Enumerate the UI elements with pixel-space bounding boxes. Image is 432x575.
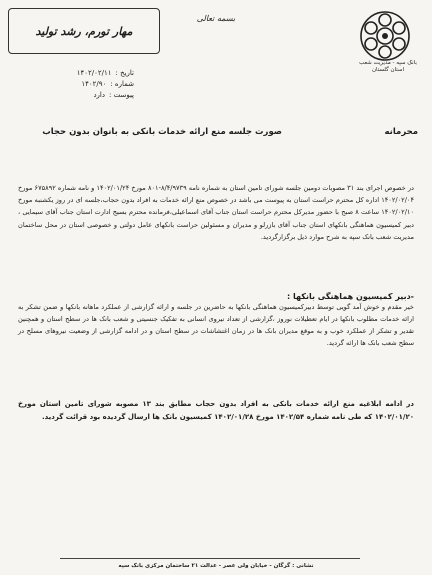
number-label: شماره :	[110, 80, 134, 88]
number-row	[24, 79, 134, 90]
attachment-value: دارد	[93, 91, 105, 99]
bank-logo-icon	[354, 8, 416, 66]
attachment-row	[24, 90, 134, 101]
intro-paragraph: در خصوص اجرای بند ۳۱ مصوبات دومین جلسه شورای تامین استان به شماره نامه ۸/۴/۹۷۳۹-۸۰۱ مورخ ۱۴۰۲/۰۱/۲۴ و نامه شماره ۶۷۵۸۹۲ مورخ ۱۴۰۲/۰۲/۰۴ اداره کل محترم حراست استان به پیوست می باشد در خصوص منع ارائه خدمات به افراد بدون حجاب،جلسه ای در روز یکشنبه مورخ ۱۴۰۲/۰۲/۱۰ ساعت ۸ صبح با حضور مدیرکل محترم حراست استان جناب آقای اسماعیلی،فرمانده محترم بسیج ادارت استان جناب آقای سیمایی ، دبیر کمیسیون هماهنگی بانکهای استان جناب آقای بازرلو و مدیران و مسئولین حراست بانکهای عامل دولتی و خصوصی استان در محل ساختمان مدیریت شعب بانک سپه به شرح موارد ذیل برگزارگردید.	[18, 184, 415, 241]
attachment-label: پیوست :	[109, 91, 134, 99]
slogan-box: مهار تورم، رشد تولید	[8, 8, 160, 54]
date-row	[24, 68, 134, 79]
organization-name: بانک سپه - مدیریت شعب استان گلستان	[359, 60, 417, 73]
directive-paragraph: در ادامه ابلاغیه منع ارائه خدمات بانکی به افراد بدون حجاب مطابق بند ۱۳ مصوبه شورای تامین استان مورخ ۱۴۰۲/۰۱/۲۰ که طی نامه شماره ۱۴۰۲/۵۴ مورخ ۱۴۰۲/۰۱/۲۸ کمیسیون بانک ها ارسال گردیده بود قرائت گردید.	[18, 400, 415, 421]
footer-address: نشانی : گرگان - خیابان ولی عصر - عدالت ۲۱ ساختمان مرکزی بانک سپه	[118, 563, 314, 569]
letter-meta	[24, 68, 134, 101]
classification-label: محرمانه	[384, 127, 418, 137]
number-value: ۱۴۰۲/۹۰	[81, 80, 107, 88]
subject-title: صورت جلسه منع ارائه خدمات بانکی به بانوان بدون حجاب	[42, 127, 282, 137]
date-label: تاریخ :	[115, 69, 134, 77]
section-paragraph: خیر مقدم و خوش آمد گویی توسط دبیرکمیسیون هماهنگی بانکها به حاضرین در جلسه و ارائه گزارشی از عملکرد ماهانه بانکها و ضمن تشکر به ارائه خدمات مطلوب بانکها در ایام تعطیلات نوروز ،گزارشی از تعداد نیروی انسانی به تفکیک جنسیتی و شعب بانک ها در سطح استان و همچنین تقدیر و تشکر از عملکرد خوب و به موقع مدیران بانک ها در زمان اغتشاشات در سطح استان و در ادامه گزارشی از وضعیت نیروهای مسلح در سطح شعب بانک ها ارائه گردید.	[18, 303, 414, 347]
date-value: ۱۴۰۲/۰۲/۱۱	[76, 69, 112, 77]
basmala-heading: بسمه تعالی	[196, 14, 236, 23]
footer-divider	[60, 558, 360, 559]
commission-section	[18, 292, 414, 349]
section-heading: -دبیر کمیسیون هماهنگی بانکها :	[287, 292, 414, 301]
